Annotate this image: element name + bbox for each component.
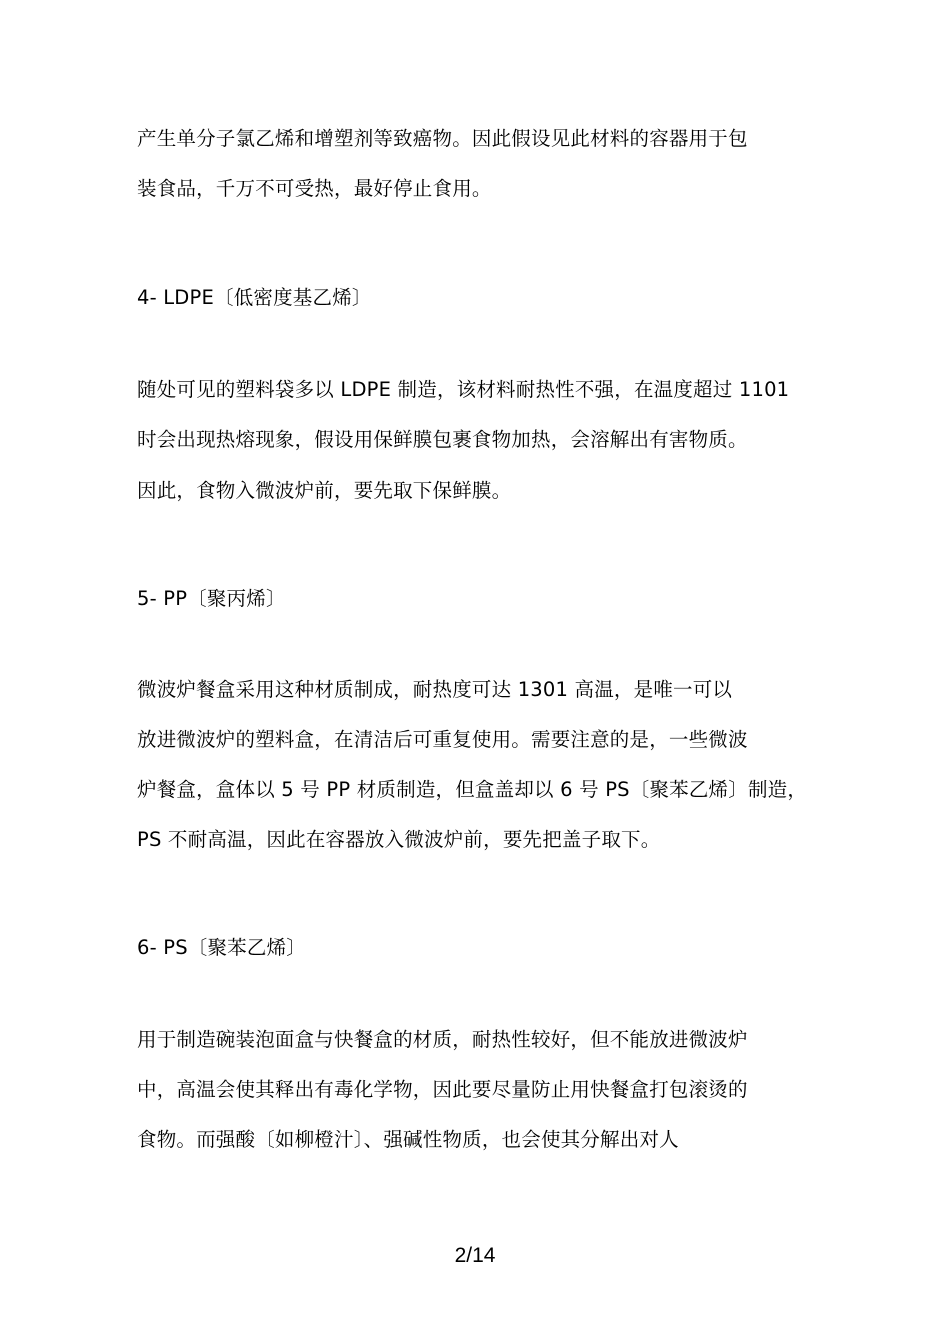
- section-6-line-1: 用于制造碗装泡面盒与快餐盒的材质，耐热性较好，但不能放进微波炉: [137, 1028, 748, 1051]
- section-5-heading: 5- PP〔聚丙烯〕: [137, 587, 286, 610]
- section-5-line-3: 炉餐盒，盒体以 5 号 PP 材质制造，但盒盖却以 6 号 PS〔聚苯乙烯〕制造，: [137, 778, 808, 801]
- intro-line-2: 装食品，千万不可受热，最好停止食用。: [137, 177, 492, 200]
- section-6-line-3: 食物。而强酸〔如柳橙汁〕、强碱性物质，也会使其分解出对人: [137, 1128, 679, 1151]
- section-6-heading: 6- PS〔聚苯乙烯〕: [137, 936, 306, 959]
- section-4-line-2: 时会出现热熔现象，假设用保鲜膜包裹食物加热，会溶解出有害物质。: [137, 428, 748, 451]
- section-4-line-1: 随处可见的塑料袋多以 LDPE 制造，该材料耐热性不强，在温度超过 1101: [137, 378, 790, 401]
- section-6-line-2: 中，高温会使其释出有毒化学物，因此要尽量防止用快餐盒打包滚烫的: [137, 1078, 748, 1101]
- page-number: 2/14: [454, 1244, 496, 1267]
- section-5-line-2: 放进微波炉的塑料盒，在清洁后可重复使用。需要注意的是，一些微波: [137, 728, 748, 751]
- section-4-line-3: 因此，食物入微波炉前，要先取下保鲜膜。: [137, 479, 512, 502]
- section-5-line-1: 微波炉餐盒采用这种材质制成，耐热度可达 1301 高温，是唯一可以: [137, 678, 733, 701]
- section-5-line-4: PS 不耐高温，因此在容器放入微波炉前，要先把盖子取下。: [137, 828, 661, 851]
- section-4-heading: 4- LDPE〔低密度基乙烯〕: [137, 286, 372, 309]
- intro-line-1: 产生单分子氯乙烯和增塑剂等致癌物。因此假设见此材料的容器用于包: [137, 127, 748, 150]
